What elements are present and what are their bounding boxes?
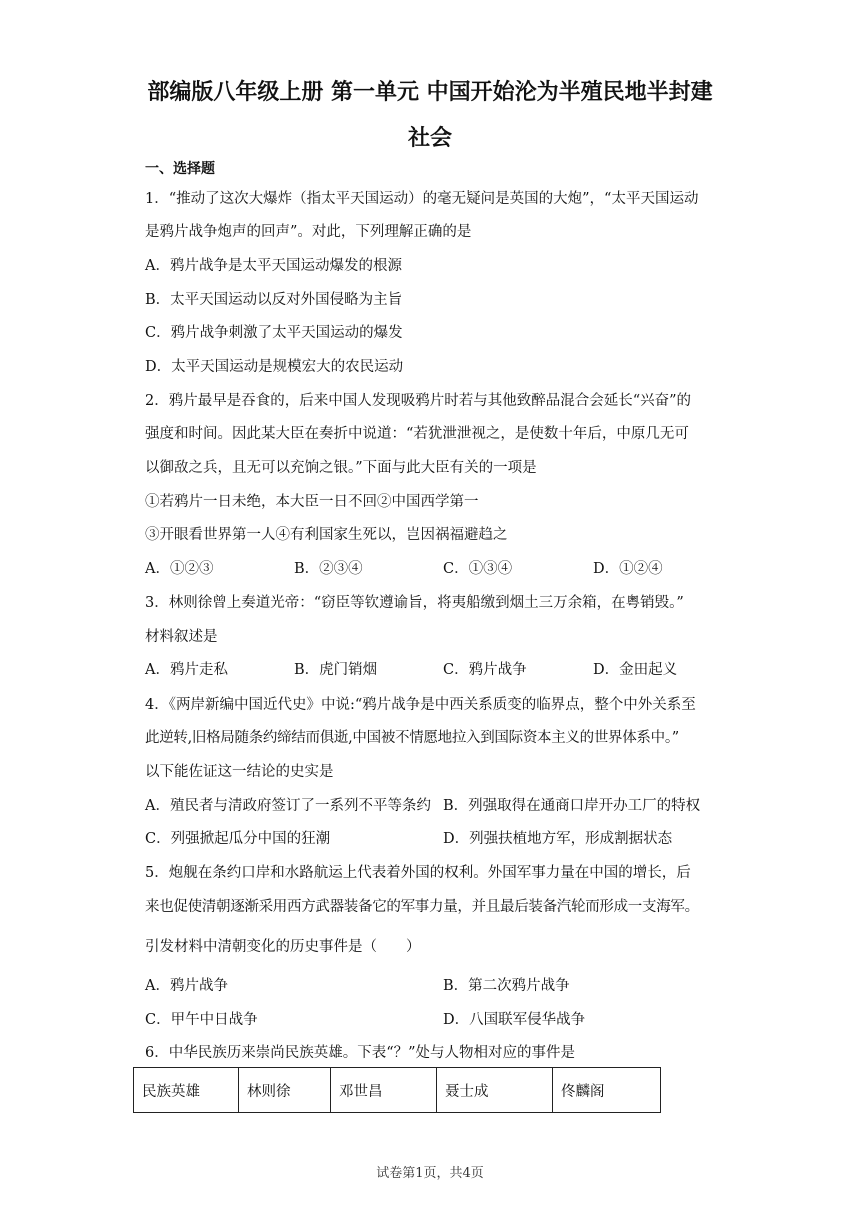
question-5-option-a: A．鸦片战争 xyxy=(145,978,228,994)
question-5-stem: 引发材料中清朝变化的历史事件是（ ） xyxy=(145,939,421,955)
question-2-stem: 2．鸦片最早是吞食的，后来中国人发现吸鸦片时若与其他致醉品混合会延长“兴奋”的 xyxy=(145,393,692,409)
question-6-stem: 6．中华民族历来崇尚民族英雄。下表“？”处与人物相对应的事件是 xyxy=(145,1045,576,1061)
question-3-option-d: D．金田起义 xyxy=(593,662,678,678)
question-2-option-d: D．①②④ xyxy=(593,561,663,577)
table-cell: 聂士成 xyxy=(437,1068,553,1113)
question-5-option-d: D．八国联军侵华战争 xyxy=(443,1012,586,1028)
question-2-option-b: B．②③④ xyxy=(294,561,363,577)
table-cell: 佟麟阁 xyxy=(553,1068,661,1113)
page-title: 部编版八年级上册 第一单元 中国开始沦为半殖民地半封建 xyxy=(147,80,713,105)
hero-table xyxy=(133,1067,661,1113)
table-cell: 邓世昌 xyxy=(331,1068,437,1113)
table-cell: 民族英雄 xyxy=(134,1068,239,1113)
question-4-option-c: C．列强掀起瓜分中国的狂潮 xyxy=(145,831,331,847)
question-2-item: ③开眼看世界第一人④有利国家生死以，岂因祸福避趋之 xyxy=(145,527,508,543)
question-2-stem: 以御敌之兵，且无可以充饷之银。”下面与此大臣有关的一项是 xyxy=(145,460,537,476)
question-5-stem: 5．炮舰在条约口岸和水路航运上代表着外国的权利。外国军事力量在中国的增长，后 xyxy=(145,865,691,881)
question-5-option-b: B．第二次鸦片战争 xyxy=(443,978,570,994)
question-3-option-c: C．鸦片战争 xyxy=(443,662,527,678)
question-2-option-c: C．①③④ xyxy=(443,561,513,577)
question-3-option-a: A．鸦片走私 xyxy=(145,662,228,678)
question-3-option-b: B．虎门销烟 xyxy=(294,662,378,678)
table-cell: 林则徐 xyxy=(239,1068,331,1113)
question-4-stem: 此逆转,旧格局随条约缔结而俱逝,中国被不情愿地拉入到国际资本主义的世界体系中。” xyxy=(145,730,679,746)
question-4-option-a: A．殖民者与清政府签订了一系列不平等条约 xyxy=(145,798,431,814)
question-4-stem: 4．《两岸新编中国近代史》中说:“鸦片战争是中西关系质变的临界点，整个中外关系至 xyxy=(145,697,696,713)
question-1-option-c: C．鸦片战争刺激了太平天国运动的爆发 xyxy=(145,325,403,341)
question-1-option-b: B．太平天国运动以反对外国侵略为主旨 xyxy=(145,292,403,308)
section-heading: 一、选择题 xyxy=(145,161,215,177)
question-1-option-d: D．太平天国运动是规模宏大的农民运动 xyxy=(145,359,404,375)
question-3-stem: 3．林则徐曾上奏道光帝：“窃臣等钦遵谕旨，将夷船缴到烟土三万余箱，在粤销毁。” xyxy=(145,595,684,611)
question-3-stem: 材料叙述是 xyxy=(145,629,218,645)
question-4-stem: 以下能佐证这一结论的史实是 xyxy=(145,764,334,780)
question-1-option-a: A．鸦片战争是太平天国运动爆发的根源 xyxy=(145,258,402,274)
question-2-option-a: A．①②③ xyxy=(145,561,214,577)
question-5-option-c: C．甲午中日战争 xyxy=(145,1012,258,1028)
page-footer: 试卷第1页，共4页 xyxy=(376,1166,484,1181)
question-4-option-b: B．列强取得在通商口岸开办工厂的特权 xyxy=(443,798,701,814)
question-1-stem: 是鸦片战争炮声的回声”。对此，下列理解正确的是 xyxy=(145,224,472,240)
question-2-item: ①若鸦片一日未绝，本大臣一日不回②中国西学第一 xyxy=(145,494,479,510)
question-4-option-d: D．列强扶植地方军，形成割据状态 xyxy=(443,831,673,847)
table-row xyxy=(134,1068,661,1113)
question-1-stem: 1．“推动了这次大爆炸（指太平天国运动）的毫无疑问是英国的大炮”，“太平天国运动 xyxy=(145,191,699,207)
question-2-stem: 强度和时间。因此某大臣在奏折中说道：“若犹泄泄视之，是使数十年后，中原几无可 xyxy=(145,426,689,442)
page-title-continued: 社会 xyxy=(407,126,452,151)
question-5-stem: 来也促使清朝逐渐采用西方武器装备它的军事力量，并且最后装备汽轮而形成一支海军。 xyxy=(145,899,699,915)
